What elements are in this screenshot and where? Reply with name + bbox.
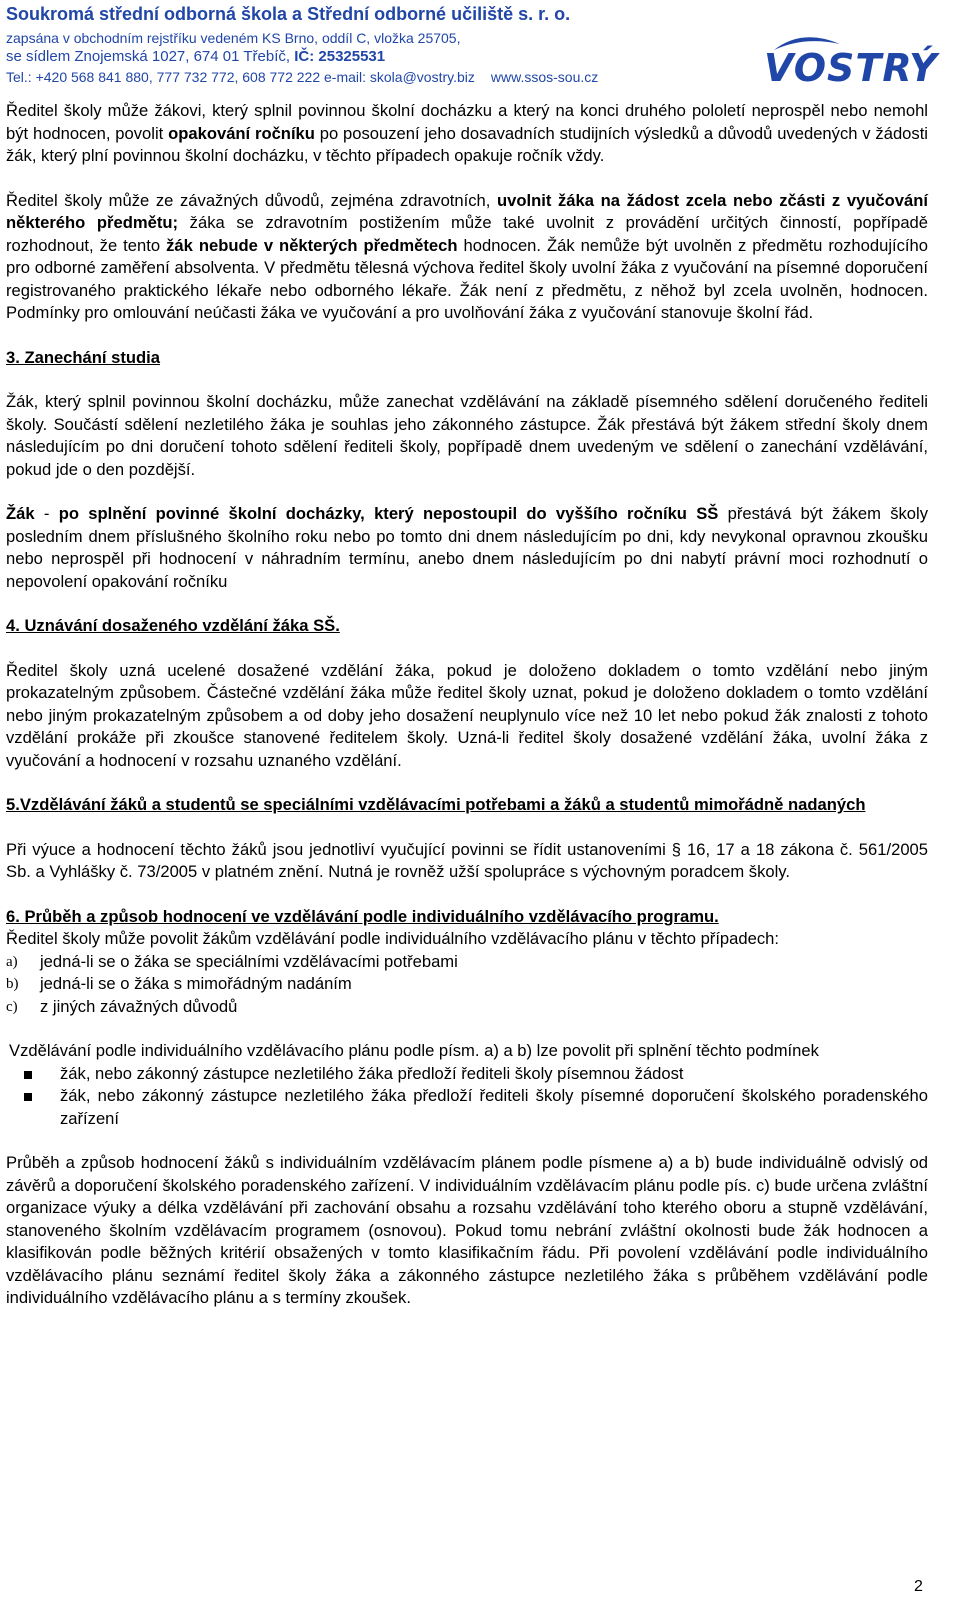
section-5-heading: 5.Vzdělávání žáků a studentů se speciálními vzdělávacími potřebami a žáků a studentů mimořádně nadaných (6, 795, 866, 814)
list-item-text: žák, nebo zákonný zástupce nezletilého žáka předloží řediteli školy písemné doporučení školského poradenského zařízení (60, 1086, 928, 1128)
conditions-intro: Vzdělávání podle individuálního vzdělávacího plánu podle písm. a) a b) lze povolit při splnění těchto podmínek (9, 1041, 819, 1060)
section-6-final-paragraph: Průběh a způsob hodnocení žáků s individuálním vzdělávacím plánem podle písmene a) a b) bude individuálně odvislý od závěrů a doporučení školského poradenského zařízení. V individuálním vzdělávacím plánu podle pís. c) bude určena zvláštní organizace výuky a délka vzdělávání při zachování obsahu a rozsahu vzdělávání toho kterého oboru a stupně vzdělávání, stanoveného školním vzdělávacím programem (osnovou). Pokud tomu nebrání zvláštní okolnosti bude žák hodnocen a klasifikován podle běžných kritérií obsažených v tomto klasifikačním řádu. Při povolení vzdělávání podle individuálního vzdělávacího plánu seznámí ředitel školy žáka a zákonného zástupce nezletilého žáka s průběhem vzdělávání podle individuálního vzdělávacího plánu a s termíny zkoušek. (6, 1153, 928, 1307)
document-body (6, 100, 928, 1310)
section-6-intro: Ředitel školy může povolit žákům vzdělávání podle individuálního vzdělávacího plánu v těchto případech: (6, 929, 779, 948)
ic-number: IČ: 25325531 (294, 48, 386, 65)
text-run-bold: žák nebude v některých předmětech (166, 235, 458, 255)
conditions-list (6, 1063, 928, 1131)
text-run: po posouzení jeho dosavadních studijních výsledků a důvodů uvedených v žádosti žák, který plní povinnou školní docházku, v těchto případech opakuje ročník vždy. (6, 123, 928, 165)
address-text: se sídlem Znojemská 1027, 674 01 Třebíč, (6, 48, 295, 65)
section-5-paragraph: Při výuce a hodnocení těchto žáků jsou jednotliví vyučující povinni se řídit ustanoveními § 16, 17 a 18 zákona č. 561/2005 Sb. a Vyhlášky č. 73/2005 v platném znění. Nutná je rovněž užší spolupráce s výchovným poradcem školy. (6, 839, 928, 881)
list-item (6, 951, 928, 974)
list-item-text: z jiných závažných důvodů (40, 996, 238, 1016)
text-run: Ředitel školy může žákovi, který splnil povinnou školní docházku a který na konci druhého pololetí neprospěl nebo nemohl být hodnocen, povolit (6, 101, 928, 143)
text-run-bold: Žák (6, 504, 35, 523)
section-4-paragraph: Ředitel školy uzná ucelené dosažené vzdělání žáka, pokud je doloženo dokladem o tomto vzdělání nebo jiným prokazatelným způsobem. Částečné vzdělání žáka může ředitel školy uznat, pokud je doloženo dokladem o tomto vzdělání nebo jiným prokazatelným způsobem a od doby jeho dosažení neuplynulo více než 10 let nebo pokud žák znalosti z tohoto vzdělání prokáže při zkoušce stanovené ředitelem školy. Uzná-li ředitel školy dosažené vzdělání žáka, uvolní žáka z vyučování a hodnocení v rozsahu uznaného vzdělání. (6, 660, 928, 770)
list-marker: b) (6, 976, 19, 992)
text-run: Ředitel školy může ze závažných důvodů, zejména zdravotních, (6, 190, 498, 210)
list-item (6, 1063, 928, 1086)
list-item-text: jedná-li se o žáka se speciálními vzdělávacími potřebami (40, 951, 458, 971)
list-item-text: jedná-li se o žáka s mimořádným nadáním (40, 974, 352, 993)
text-run: žáka se zdravotním postižením může také uvolnit z provádění určitých činností, popřípadě rozhodnout, že tento (6, 213, 929, 255)
school-address (6, 48, 385, 65)
section-3-paragraph-1: Žák, který splnil povinnou školní docházku, může zanechat vzdělávání na základě písemného sdělení doručeného řediteli školy. Součástí sdělení nezletilého žáka je souhlas jeho zákonného zástupce. Žák přestává být žákem střední školy dnem následujícím po dni doručení tohoto sdělení řediteli školy, popřípadě dnem uvedeným ve sdělení o zanechání vzdělávání, pokud jde o den pozdější. (6, 392, 928, 479)
list-item-text: žák, nebo zákonný zástupce nezletilého žáka předloží řediteli školy písemnou žádost (60, 1063, 684, 1083)
list-item (6, 996, 928, 1019)
section-3-paragraph-2 (6, 503, 928, 593)
list-item (6, 973, 928, 996)
contact-info (6, 69, 598, 85)
list-marker: c) (6, 998, 18, 1015)
school-name: Soukromá střední odborná škola a Střední odborné učiliště s. r. o. (6, 4, 571, 24)
paragraph-repeat-year (6, 100, 928, 168)
text-run: přestává být žákem školy posledním dnem příslušného školního roku nebo po tomto dni dnem následujícím po dni, kdy nevykonal opravnou zkoušku nebo neprospěl při hodnocení v náhradním termínu, anebo dnem následujícím po dni nabytí právní moci rozhodnutí o nepovolení opakování ročníku (6, 504, 928, 591)
vostry-logo (764, 34, 954, 90)
text-run-bold: opakování ročníku (168, 123, 315, 143)
list-marker: a) (6, 953, 18, 970)
contact-text: Tel.: +420 568 841 880, 777 732 772, 608 772 222 e-mail: skola@vostry.biz (6, 69, 475, 85)
section-3-heading: 3. Zanechání studia (6, 347, 160, 367)
page-number: 2 (914, 1578, 923, 1595)
website-link[interactable]: www.ssos-sou.cz (490, 69, 599, 85)
text-run: hodnocen. Žák nemůže být uvolněn z předmětu rozhodujícího pro odborné zaměření absolventa. V předmětu tělesná výchova ředitel školy uvolní žáka z vyučování na písemné doporučení registrovaného praktického lékaře nebo odborného lékaře. Žák není z předmětu, z něhož byl zcela uvolněn, hodnocen. Podmínky pro omlouvání neúčasti žáka ve vyučování a pro uvolňování žáka z vyučování stanovuje školní řád. (6, 235, 928, 322)
text-run: - (34, 504, 59, 523)
section-4-heading: 4. Uznávání dosaženého vzdělání žáka SŠ. (6, 616, 340, 635)
letterhead (6, 4, 956, 90)
square-bullet-icon (24, 1093, 32, 1101)
section-6-heading: 6. Průběh a způsob hodnocení ve vzdělávání podle individuálního vzdělávacího programu. (6, 906, 719, 926)
list-item (6, 1085, 928, 1130)
text-run-bold: po splnění povinné školní docházky, který nepostoupil do vyššího ročníku SŠ (58, 504, 719, 523)
registration-info: zapsána v obchodním rejstříku vedeném KS Brno, oddíl C, vložka 25705, (6, 30, 461, 46)
square-bullet-icon (24, 1071, 32, 1079)
text-run-bold: uvolnit žáka na žádost zcela nebo zčásti z vyučování některého předmětu; (6, 190, 928, 232)
paragraph-exemption (6, 190, 928, 325)
logo-wordmark: VOSTRÝ (764, 46, 938, 90)
cases-list (6, 951, 928, 1019)
